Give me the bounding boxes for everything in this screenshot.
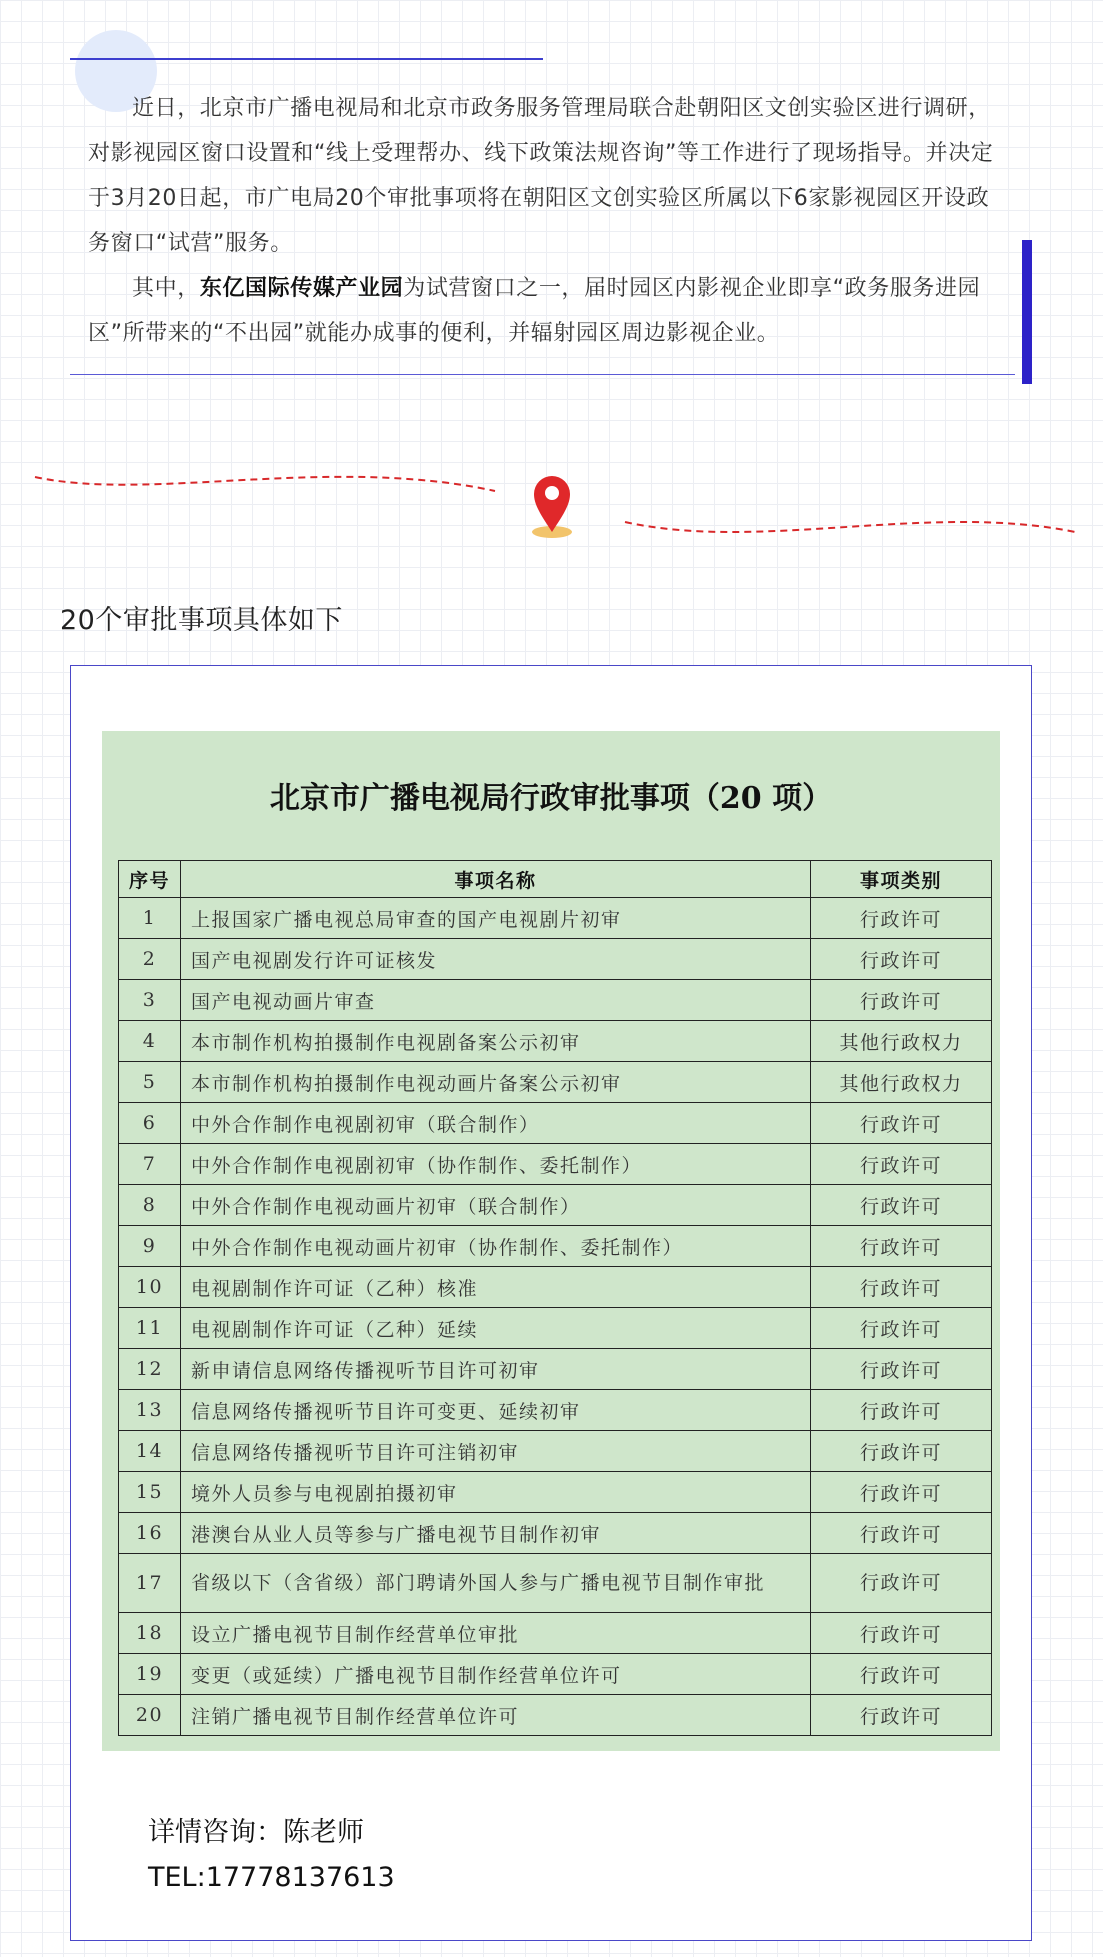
- row-category: 其他行政权力: [811, 1062, 992, 1103]
- row-item-name: 电视剧制作许可证（乙种）延续: [181, 1308, 811, 1349]
- table-row: [119, 1144, 992, 1185]
- row-item-name: 中外合作制作电视动画片初审（联合制作）: [181, 1185, 811, 1226]
- row-item-name: 电视剧制作许可证（乙种）核准: [181, 1267, 811, 1308]
- approval-table-card: [102, 731, 1000, 1751]
- row-item-name: 信息网络传播视听节目许可变更、延续初审: [181, 1390, 811, 1431]
- row-item-name: 境外人员参与电视剧拍摄初审: [181, 1472, 811, 1513]
- row-category: 行政许可: [811, 1431, 992, 1472]
- row-category: 行政许可: [811, 980, 992, 1021]
- intro-paragraph-1: 近日，北京市广播电视局和北京市政务服务管理局联合赴朝阳区文创实验区进行调研，对影视园区窗口设置和“线上受理帮办、线下政策法规咨询”等工作进行了现场指导。并决定于3月20日起，市广电局20个审批事项将在朝阳区文创实验区所属以下6家影视园区开设政务窗口“试营”服务。: [88, 96, 994, 256]
- row-number: 12: [119, 1349, 181, 1390]
- table-row: [119, 1349, 992, 1390]
- row-item-name: 中外合作制作电视剧初审（协作制作、委托制作）: [181, 1144, 811, 1185]
- table-body: [119, 898, 992, 1736]
- intro-paragraph-2-rest: 为试营窗口之一，届时园区内影视企业即享“政务服务进园区”所带来的“不出园”就能办成事的便利，并辐射园区周边影视企业。: [88, 276, 981, 346]
- contact-phone: TEL:17778137613: [148, 1862, 395, 1893]
- park-name-highlight: 东亿国际传媒产业园: [199, 276, 404, 301]
- row-category: 行政许可: [811, 939, 992, 980]
- table-row: [119, 1695, 992, 1736]
- row-item-name: 省级以下（含省级）部门聘请外国人参与广播电视节目制作审批: [181, 1554, 811, 1613]
- row-item-name: 港澳台从业人员等参与广播电视节目制作初审: [181, 1513, 811, 1554]
- row-category: 行政许可: [811, 1226, 992, 1267]
- row-number: 6: [119, 1103, 181, 1144]
- row-category: 行政许可: [811, 1103, 992, 1144]
- row-category: 行政许可: [811, 1613, 992, 1654]
- table-row: [119, 1390, 992, 1431]
- row-category: 行政许可: [811, 1144, 992, 1185]
- row-item-name: 本市制作机构拍摄制作电视剧备案公示初审: [181, 1021, 811, 1062]
- dashed-wave-divider: [0, 460, 1103, 560]
- row-category: 其他行政权力: [811, 1021, 992, 1062]
- table-row: [119, 898, 992, 939]
- table-header-row: [119, 861, 992, 898]
- row-number: 14: [119, 1431, 181, 1472]
- accent-bar: [1022, 240, 1032, 384]
- row-item-name: 设立广播电视节目制作经营单位审批: [181, 1613, 811, 1654]
- row-item-name: 上报国家广播电视总局审查的国产电视剧片初审: [181, 898, 811, 939]
- row-number: 7: [119, 1144, 181, 1185]
- row-category: 行政许可: [811, 1472, 992, 1513]
- table-row: [119, 1185, 992, 1226]
- table-row: [119, 980, 992, 1021]
- table-row: [119, 1431, 992, 1472]
- table-title: 北京市广播电视局行政审批事项（20 项）: [269, 781, 833, 816]
- row-item-name: 信息网络传播视听节目许可注销初审: [181, 1431, 811, 1472]
- row-number: 20: [119, 1695, 181, 1736]
- intro-paragraph-2: [88, 266, 998, 356]
- row-item-name: 本市制作机构拍摄制作电视动画片备案公示初审: [181, 1062, 811, 1103]
- row-number: 4: [119, 1021, 181, 1062]
- row-item-name: 国产电视剧发行许可证核发: [181, 939, 811, 980]
- row-number: 11: [119, 1308, 181, 1349]
- right-wave-line: [625, 522, 1075, 532]
- header-category: 事项类别: [811, 861, 992, 898]
- table-row: [119, 1554, 992, 1613]
- table-row: [119, 1103, 992, 1144]
- row-number: 10: [119, 1267, 181, 1308]
- row-number: 8: [119, 1185, 181, 1226]
- header-name: 事项名称: [181, 861, 811, 898]
- row-item-name: 中外合作制作电视动画片初审（协作制作、委托制作）: [181, 1226, 811, 1267]
- header-no: 序号: [119, 861, 181, 898]
- approval-items-table: [118, 860, 992, 1736]
- location-pin-icon: [532, 476, 572, 538]
- row-item-name: 变更（或延续）广播电视节目制作经营单位许可: [181, 1654, 811, 1695]
- section-heading: 20个审批事项具体如下: [60, 605, 343, 636]
- bottom-rule: [70, 374, 1015, 375]
- row-category: 行政许可: [811, 1185, 992, 1226]
- row-number: 17: [119, 1554, 181, 1613]
- row-item-name: 中外合作制作电视剧初审（联合制作）: [181, 1103, 811, 1144]
- row-number: 15: [119, 1472, 181, 1513]
- row-item-name: 注销广播电视节目制作经营单位许可: [181, 1695, 811, 1736]
- intro-text: [88, 86, 998, 356]
- table-row: [119, 1513, 992, 1554]
- table-row: [119, 1472, 992, 1513]
- row-number: 18: [119, 1613, 181, 1654]
- table-row: [119, 1226, 992, 1267]
- table-row: [119, 1613, 992, 1654]
- row-category: 行政许可: [811, 898, 992, 939]
- contact-person: 详情咨询：陈老师: [148, 1817, 364, 1848]
- intro-paragraph-2-lead: 其中，: [132, 276, 200, 301]
- row-item-name: 新申请信息网络传播视听节目许可初审: [181, 1349, 811, 1390]
- row-category: 行政许可: [811, 1267, 992, 1308]
- row-category: 行政许可: [811, 1695, 992, 1736]
- row-number: 19: [119, 1654, 181, 1695]
- table-row: [119, 939, 992, 980]
- row-category: 行政许可: [811, 1390, 992, 1431]
- row-category: 行政许可: [811, 1554, 992, 1613]
- table-row: [119, 1062, 992, 1103]
- table-row: [119, 1267, 992, 1308]
- table-row: [119, 1308, 992, 1349]
- table-row: [119, 1021, 992, 1062]
- row-category: 行政许可: [811, 1349, 992, 1390]
- row-category: 行政许可: [811, 1308, 992, 1349]
- table-row: [119, 1654, 992, 1695]
- row-number: 9: [119, 1226, 181, 1267]
- row-number: 13: [119, 1390, 181, 1431]
- row-number: 3: [119, 980, 181, 1021]
- row-number: 2: [119, 939, 181, 980]
- left-wave-line: [35, 477, 495, 491]
- row-item-name: 国产电视动画片审查: [181, 980, 811, 1021]
- row-category: 行政许可: [811, 1654, 992, 1695]
- row-number: 1: [119, 898, 181, 939]
- contact-block: [148, 1810, 395, 1900]
- row-number: 5: [119, 1062, 181, 1103]
- top-rule: [70, 58, 543, 60]
- row-number: 16: [119, 1513, 181, 1554]
- row-category: 行政许可: [811, 1513, 992, 1554]
